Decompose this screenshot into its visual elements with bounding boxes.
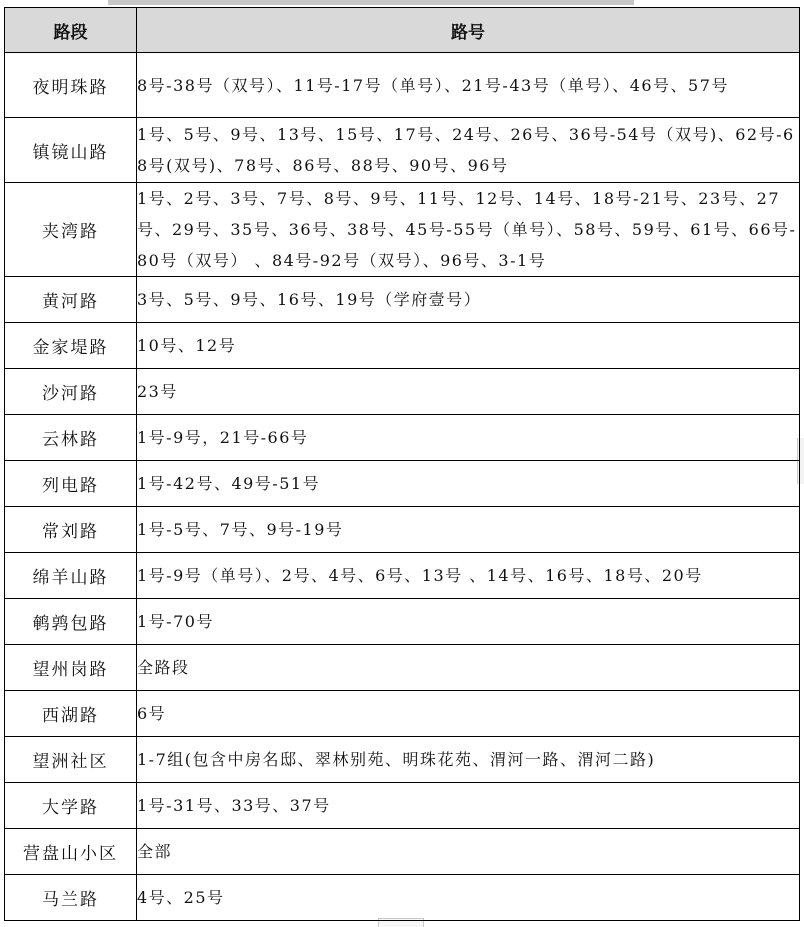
road-numbers-cell: 4号、25号 (137, 875, 800, 921)
road-numbers-cell: 1号-9号（单号）、2号、4号、6号、13号 、14号、16号、18号、20号 (137, 553, 800, 599)
table-row (5, 118, 800, 183)
table-row (5, 737, 800, 783)
road-numbers-cell: 3号、5号、9号、16号、19号（学府壹号） (137, 277, 800, 323)
table-row (5, 53, 800, 118)
road-numbers-cell: 8号-38号（双号）、11号-17号（单号）、21号-43号（单号）、46号、57号 (137, 53, 800, 118)
table-row (5, 645, 800, 691)
road-numbers-cell: 全部 (137, 829, 800, 875)
road-name-cell: 常刘路 (5, 507, 137, 553)
road-name-cell: 列电路 (5, 461, 137, 507)
road-numbers-cell: 10号、12号 (137, 323, 800, 369)
road-name-cell: 夹湾路 (5, 183, 137, 277)
road-name-cell: 黄河路 (5, 277, 137, 323)
road-numbers-cell: 1号、5号、9号、13号、15号、17号、24号、26号、36号-54号（双号)、62号-68号(双号)、78号、86号、88号、90号、96号 (137, 118, 800, 183)
road-name-cell: 绵羊山路 (5, 553, 137, 599)
road-name-cell: 镇镜山路 (5, 118, 137, 183)
column-header-road: 路段 (5, 8, 137, 53)
table-row (5, 369, 800, 415)
table-row (5, 415, 800, 461)
table-row (5, 783, 800, 829)
road-name-cell: 大学路 (5, 783, 137, 829)
road-name-cell: 金家堤路 (5, 323, 137, 369)
table-row (5, 323, 800, 369)
table-row (5, 461, 800, 507)
table-row (5, 507, 800, 553)
road-number-table (4, 7, 800, 921)
road-name-cell: 望洲社区 (5, 737, 137, 783)
table-row (5, 277, 800, 323)
road-name-cell: 沙河路 (5, 369, 137, 415)
table-row (5, 691, 800, 737)
road-numbers-cell: 1号-42号、49号-51号 (137, 461, 800, 507)
road-name-cell: 马兰路 (5, 875, 137, 921)
road-numbers-cell: 23号 (137, 369, 800, 415)
road-numbers-cell: 1-7组(包含中房名邸、翠林别苑、明珠花苑、渭河一路、渭河二路) (137, 737, 800, 783)
table-row (5, 875, 800, 921)
top-edge-strip (108, 0, 634, 5)
road-name-cell: 西湖路 (5, 691, 137, 737)
road-name-cell: 云林路 (5, 415, 137, 461)
road-numbers-cell: 全路段 (137, 645, 800, 691)
road-name-cell: 夜明珠路 (5, 53, 137, 118)
road-name-cell: 营盘山小区 (5, 829, 137, 875)
road-numbers-cell: 1号-70号 (137, 599, 800, 645)
table-row (5, 829, 800, 875)
road-numbers-cell: 1号-5号、7号、9号-19号 (137, 507, 800, 553)
road-numbers-cell: 1号、2号、3号、7号、8号、9号、11号、12号、14号、18号-21号、23号、27号、29号、35号、36号、38号、45号-55号（单号）、58号、59号、61号、66号-80号（双号） 、84号-92号（双号）、96号、3-1号 (137, 183, 800, 277)
table-row (5, 553, 800, 599)
road-name-cell: 鹌鹑包路 (5, 599, 137, 645)
table-row (5, 183, 800, 277)
table-row (5, 599, 800, 645)
column-header-numbers: 路号 (137, 8, 800, 53)
road-numbers-cell: 1号-31号、33号、37号 (137, 783, 800, 829)
road-numbers-cell: 6号 (137, 691, 800, 737)
road-numbers-cell: 1号-9号，21号-66号 (137, 415, 800, 461)
road-name-cell: 望州岗路 (5, 645, 137, 691)
header-row (5, 8, 800, 53)
